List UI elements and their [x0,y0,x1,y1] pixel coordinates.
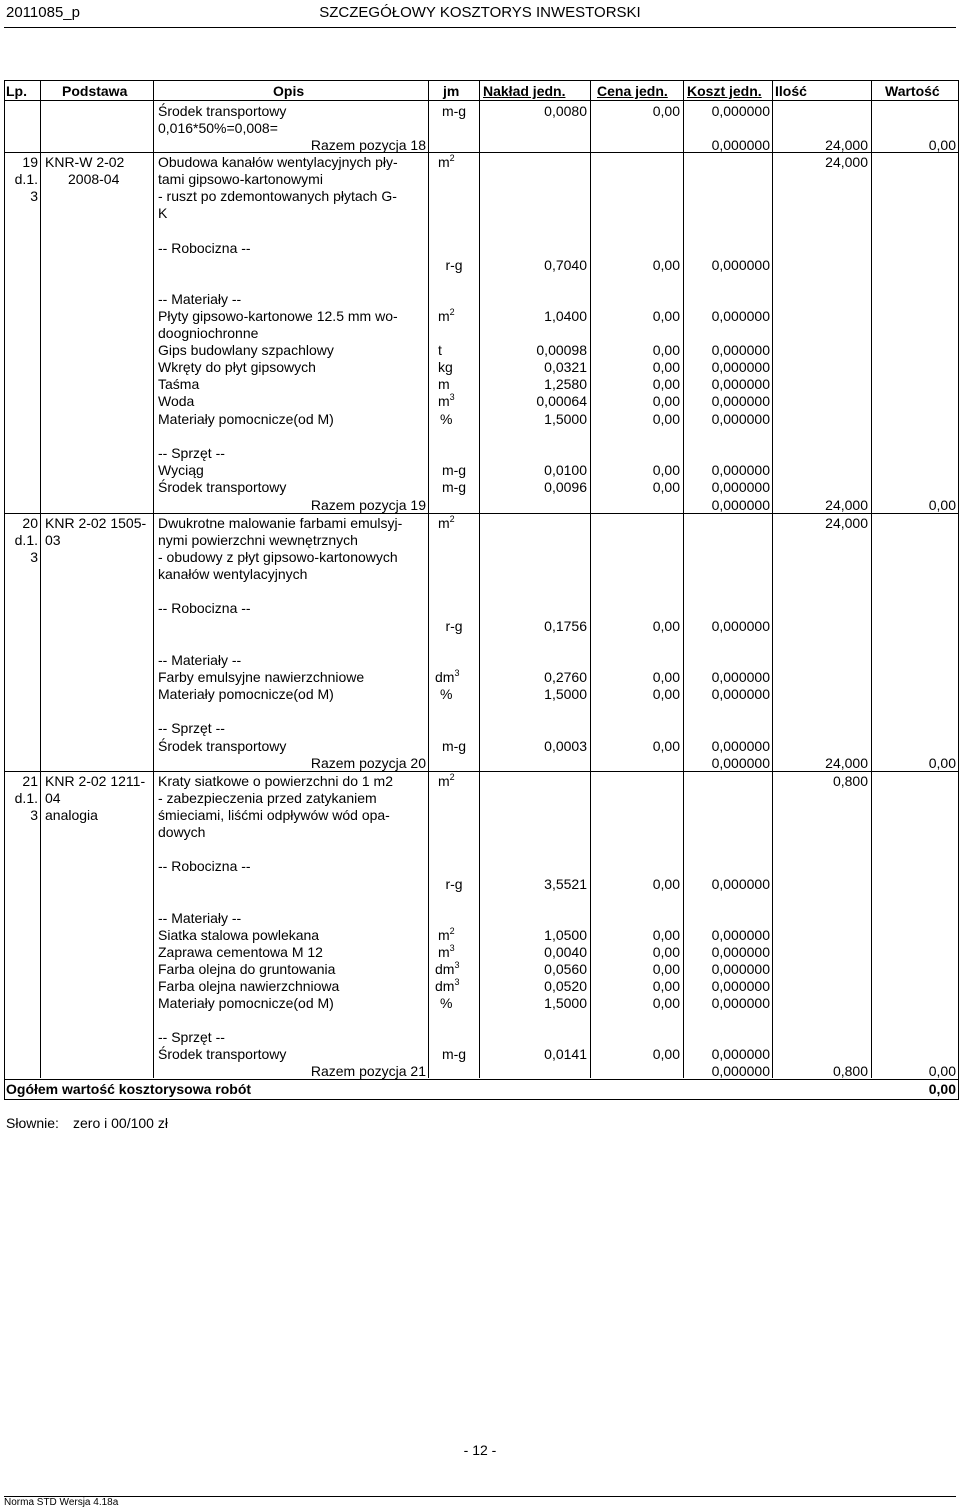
position-description: Obudowa kanałów wentylacyjnych pły- [158,154,398,170]
material-name: Farba olejna nawierzchniowa [158,978,340,994]
equipment-cena: 0,00 [652,1046,680,1062]
equipment-naklad: 0,0141 [544,1046,587,1062]
material-cena: 0,00 [652,308,680,324]
equipment-unit: m-g [441,1046,467,1062]
material-koszt: 0,000000 [711,686,770,702]
position-separator [4,771,959,772]
position-description: nymi powierzchni wewnętrznych [158,532,358,548]
col-opis: Opis [273,83,305,99]
material-name: Materiały pomocnicze(od M) [158,686,334,702]
equipment-cena: 0,00 [652,738,680,754]
material-koszt: 0,000000 [711,927,770,943]
grand-total-value: 0,00 [928,1081,956,1097]
resource-name: Środek transportowy [158,103,287,119]
razem-ilosc: 24,000 [825,137,868,153]
sprzet-heading: -- Sprzęt -- [158,720,225,736]
razem-wartosc: 0,00 [928,1063,956,1079]
position-ilosc: 24,000 [825,154,868,170]
equipment-unit: m-g [441,462,467,478]
razem-wartosc: 0,00 [928,755,956,771]
position-description: Kraty siatkowe o powierzchni do 1 m2 [158,773,393,789]
material-name: Farby emulsyjne nawierzchniowe [158,669,365,685]
position-number: 3 [30,549,38,565]
header-bottom-border [4,100,959,101]
equipment-name: Wyciąg [158,462,204,478]
material-unit: $dm^3$ [435,668,460,685]
equipment-unit: m-g [441,479,467,495]
robocizna-heading: -- Robocizna -- [158,600,251,616]
labor-koszt: 0,000000 [711,876,770,892]
position-number: 20 [22,515,38,531]
labor-cena: 0,00 [652,257,680,273]
material-name: Płyty gipsowo-kartonowe 12.5 mm wo- [158,308,398,324]
page-number: - 12 - [463,1442,497,1458]
position-number: 3 [30,807,38,823]
labor-naklad: 3,5521 [544,876,587,892]
equipment-name: Środek transportowy [158,479,287,495]
razem-koszt: 0,000000 [711,137,770,153]
material-koszt: 0,000000 [711,669,770,685]
material-naklad: 0,00064 [536,393,587,409]
material-unit: % [440,686,453,702]
position-basis: KNR 2-02 1505- [45,515,147,531]
equipment-koszt: 0,000000 [711,738,770,754]
material-unit: $m^3$ [438,943,455,960]
material-koszt: 0,000000 [711,978,770,994]
position-unit: $m^2$ [438,514,455,531]
position-number: 19 [22,154,38,170]
equipment-unit: m-g [441,738,467,754]
material-cena: 0,00 [652,961,680,977]
material-koszt: 0,000000 [711,359,770,375]
col-wartosc: Wartość [885,83,940,99]
material-cena: 0,00 [652,944,680,960]
equipment-naklad: 0,0096 [544,479,587,495]
equipment-koszt: 0,000000 [711,462,770,478]
material-cena: 0,00 [652,995,680,1011]
razem-koszt: 0,000000 [711,497,770,513]
labor-koszt: 0,000000 [711,257,770,273]
material-koszt: 0,000000 [711,961,770,977]
position-separator [4,513,959,514]
position-number: 3 [30,188,38,204]
material-name: Siatka stalowa powlekana [158,927,320,943]
material-naklad: 0,0040 [544,944,587,960]
material-naklad: 0,2760 [544,669,587,685]
vline-podstawa [153,80,154,1078]
position-unit: $m^2$ [438,772,455,789]
resource-koszt: 0,000000 [711,103,770,119]
labor-naklad: 0,7040 [544,257,587,273]
col-koszt: Koszt jedn. [687,83,762,99]
quantity-formula: 0,016*50%=0,008= [158,120,278,136]
col-lp: Lp. [6,83,27,99]
software-version: Norma STD Wersja 4.18a [4,1497,119,1508]
material-cena: 0,00 [652,393,680,409]
material-naklad: 1,2580 [544,376,587,392]
resource-cena: 0,00 [652,103,680,119]
material-unit: $m^3$ [438,392,455,409]
position-number: d.1. [14,790,38,806]
material-name: doogniochronne [158,325,259,341]
resource-unit: m-g [441,103,467,119]
material-koszt: 0,000000 [711,944,770,960]
material-koszt: 0,000000 [711,411,770,427]
razem-ilosc: 24,000 [825,755,868,771]
material-name: Taśma [158,376,200,392]
position-number: 21 [22,773,38,789]
labor-cena: 0,00 [652,618,680,634]
slownie-value: zero i 00/100 zł [73,1115,168,1131]
grand-total-label: Ogółem wartość kosztorysowa robót [6,1081,252,1097]
table-top-border [4,80,959,81]
material-naklad: 1,0500 [544,927,587,943]
razem-wartosc: 0,00 [928,137,956,153]
position-basis: KNR-W 2-02 [45,154,125,170]
material-koszt: 0,000000 [711,342,770,358]
material-name: Materiały pomocnicze(od M) [158,411,334,427]
razem-label: Razem pozycja 20 [310,755,426,771]
header-rule [4,27,956,28]
position-description: śmieciami, liśćmi odpływów wód opa- [158,807,390,823]
robocizna-heading: -- Robocizna -- [158,240,251,256]
table-left-border [4,80,5,1100]
labor-unit: r-g [445,618,463,634]
material-unit: $dm^3$ [435,960,460,977]
material-unit: kg [438,359,453,375]
equipment-cena: 0,00 [652,462,680,478]
material-cena: 0,00 [652,927,680,943]
equipment-koszt: 0,000000 [711,479,770,495]
equipment-cena: 0,00 [652,479,680,495]
material-name: Farba olejna do gruntowania [158,961,336,977]
position-description: kanałów wentylacyjnych [158,566,308,582]
col-podstawa: Podstawa [62,83,128,99]
material-unit: t [438,342,442,358]
material-naklad: 1,5000 [544,411,587,427]
material-cena: 0,00 [652,342,680,358]
material-koszt: 0,000000 [711,393,770,409]
position-basis: 2008-04 [68,171,120,187]
material-koszt: 0,000000 [711,308,770,324]
position-separator [4,152,959,153]
equipment-naklad: 0,0003 [544,738,587,754]
material-naklad: 0,0560 [544,961,587,977]
labor-unit: r-g [445,876,463,892]
material-naklad: 1,0400 [544,308,587,324]
material-cena: 0,00 [652,978,680,994]
materialy-heading: -- Materiały -- [158,291,242,307]
material-cena: 0,00 [652,376,680,392]
robocizna-heading: -- Robocizna -- [158,858,251,874]
vline-koszt [772,80,773,1078]
material-naklad: 1,5000 [544,686,587,702]
col-ilosc: Ilość [775,83,807,99]
material-name: Materiały pomocnicze(od M) [158,995,334,1011]
position-description: K [158,205,168,221]
equipment-name: Środek transportowy [158,738,287,754]
vline-opis [428,80,429,1078]
position-description: dowych [158,824,206,840]
position-basis: 04 [45,790,61,806]
col-naklad: Nakład jedn. [483,83,566,99]
position-ilosc: 0,800 [832,773,868,789]
material-cena: 0,00 [652,669,680,685]
document-id: 2011085_p [6,4,80,21]
razem-wartosc: 0,00 [928,497,956,513]
material-naklad: 0,00098 [536,342,587,358]
equipment-name: Środek transportowy [158,1046,287,1062]
table-right-border [958,80,959,1100]
position-description: Dwukrotne malowanie farbami emulsyj- [158,515,403,531]
position-description: - obudowy z płyt gipsowo-kartonowych [158,549,398,565]
material-cena: 0,00 [652,686,680,702]
sprzet-heading: -- Sprzęt -- [158,1029,225,1045]
material-naklad: 1,5000 [544,995,587,1011]
razem-koszt: 0,000000 [711,1063,770,1079]
equipment-koszt: 0,000000 [711,1046,770,1062]
material-unit: $m^2$ [438,926,455,943]
position-description: - zabezpieczenia przed zatykaniem [158,790,377,806]
position-ilosc: 24,000 [825,515,868,531]
sprzet-heading: -- Sprzęt -- [158,445,225,461]
position-unit: $m^2$ [438,153,455,170]
material-cena: 0,00 [652,411,680,427]
material-name: Wkręty do płyt gipsowych [158,359,316,375]
razem-label: Razem pozycja 19 [310,497,426,513]
material-name: Gips budowlany szpachlowy [158,342,334,358]
position-separator [4,1079,959,1080]
position-number: d.1. [14,532,38,548]
razem-ilosc: 24,000 [825,497,868,513]
material-name: Woda [158,393,195,409]
vline-ilosc [871,80,872,1078]
materialy-heading: -- Materiały -- [158,652,242,668]
material-koszt: 0,000000 [711,995,770,1011]
footer-rule [4,1496,956,1497]
material-naklad: 0,0321 [544,359,587,375]
razem-label: Razem pozycja 21 [310,1063,426,1079]
table-bottom-border [4,1099,959,1100]
razem-ilosc: 0,800 [832,1063,868,1079]
razem-label: Razem pozycja 18 [310,137,426,153]
equipment-naklad: 0,0100 [544,462,587,478]
col-jm: jm [443,83,460,99]
position-description: - ruszt po zdemontowanych płytach G- [158,188,397,204]
material-unit: % [440,995,453,1011]
position-basis: 03 [45,532,61,548]
position-basis: analogia [45,807,98,823]
material-naklad: 0,0520 [544,978,587,994]
resource-naklad: 0,0080 [544,103,587,119]
vline-lp [40,80,41,1078]
material-unit: $m^2$ [438,307,455,324]
labor-unit: r-g [445,257,463,273]
material-unit: $dm^3$ [435,977,460,994]
material-unit: m [438,376,450,392]
labor-cena: 0,00 [652,876,680,892]
material-cena: 0,00 [652,359,680,375]
col-cena: Cena jedn. [597,83,668,99]
labor-naklad: 0,1756 [544,618,587,634]
material-koszt: 0,000000 [711,376,770,392]
position-basis: KNR 2-02 1211- [45,773,146,789]
slownie-label: Słownie: [6,1115,59,1131]
materialy-heading: -- Materiały -- [158,910,242,926]
material-unit: % [440,411,453,427]
position-description: tami gipsowo-kartonowymi [158,171,323,187]
document-title: SZCZEGÓŁOWY KOSZTORYS INWESTORSKI [319,4,641,21]
material-name: Zaprawa cementowa M 12 [158,944,323,960]
razem-koszt: 0,000000 [711,755,770,771]
labor-koszt: 0,000000 [711,618,770,634]
position-number: d.1. [14,171,38,187]
